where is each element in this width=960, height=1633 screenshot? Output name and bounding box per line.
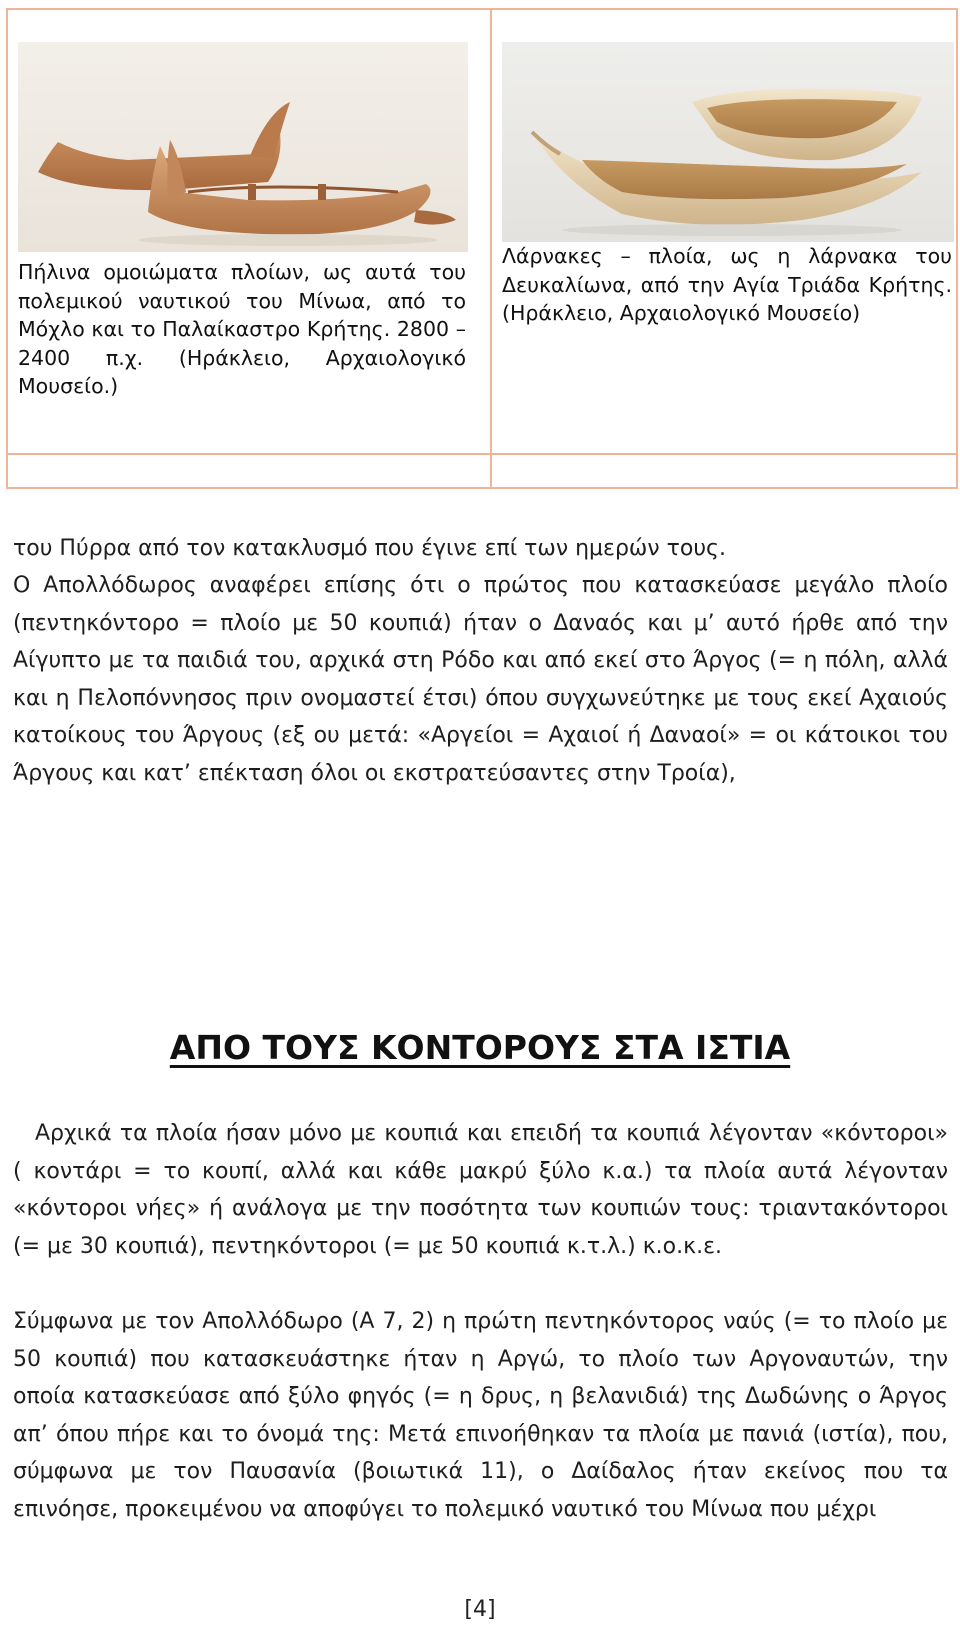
paragraph-apollodorus: Ο Απολλόδωρος αναφέρει επίσης ότι ο πρώτος που κατασκεύασε μεγάλο πλοίο (πεντηκόντορο = πλοίο με 50 κουπιά) ήταν ο Δαναός και μ’ αυτό ήρθε από την Αίγυπτο με τα παιδιά του, αρχικά στη Ρόδο και από εκεί στο Άργος (= η πόλη, αλλά και η Πελοπόννησος πριν ονομαστεί έτσι) όπου συγχωνεύτηκε με τους εκεί Αχαιούς κατοίκους του Άργους (εξ ου μετά: «Αργείοι = Αχαιοί ή Δαναοί» = οι κάτοικοι του Άργους και κατ’ επέκταση όλοι οι εκστρατεύσαντες στην Τροία), — [13, 573, 948, 786]
table-divider — [490, 455, 492, 487]
image-row — [6, 8, 958, 455]
right-caption: Λάρνακες – πλοία, ως η λάρνακα του Δευκαλίωνα, από την Αγία Τριάδα Κρήτης. (Ηράκλειο, Αρχαιολογικό Μουσείο) — [502, 244, 952, 325]
left-caption: Πήλινα ομοιώματα πλοίων, ως αυτά του πολεμικού ναυτικού του Μίνωα, από το Μόχλο και το Παλαίκαστρο Κρήτης. 2800 – 2400 π.χ. (Ηράκλειο, Αρχαιολογικό Μουσείο.) — [18, 260, 466, 398]
table-divider — [490, 10, 492, 453]
clay-boats-photo — [18, 42, 468, 252]
empty-table-row — [6, 455, 958, 489]
paragraph-continuation: του Πύρρα από τον κατακλυσμό που έγινε επί των ημερών τους. — [13, 536, 726, 561]
right-cell — [502, 10, 952, 453]
paragraph-kontoroi: Αρχικά τα πλοία ήσαν μόνο με κουπιά και επειδή τα κουπιά λέγονταν «κόντοροι» ( κοντάρι = το κουπί, αλλά και κάθε μακρύ ξύλο κ.α.) τα πλοία αυτά λέγονταν «κόντοροι νήες» ή ανάλογα με την ποσότητα των κουπιών τους: τριαντακόντοροι (= με 30 κουπιά), πεντηκόντοροι (= με 50 κουπιά κ.τ.λ.) κ.ο.κ.ε. — [13, 1121, 948, 1259]
paragraph-argo: Σύμφωνα με τον Απολλόδωρο (Α 7, 2) η πρώτη πεντηκόντορος ναύς (= το πλοίο με 50 κουπιά) που κατασκευάστηκε ήταν η Αργώ, το πλοίο των Αργοναυτών, την οποία κατασκεύασε από ξύλο φηγός (= η δρυς, η βελανιδιά) της Δωδώνης ο Άργος απ’ όπου πήρε και το όνομά της: Μετά επινοήθηκαν τα πλοία με πανιά (ιστία), που, σύμφωνα με τον Παυσανία (βοιωτικά 11), ο Δαίδαλος ήταν εκείνος που τα επινόησε, προκειμένου να αποφύγει το πολεμικό ναυτικό του Μίνωα που μέχρι — [13, 1309, 948, 1522]
left-cell — [18, 10, 474, 453]
page-number: [4] — [464, 1597, 496, 1622]
larnax-boats-photo — [502, 42, 954, 242]
section-heading: ΑΠΟ ΤΟΥΣ ΚΟΝΤΟΡΟΥΣ ΣΤΑ ΙΣΤΙΑ — [169, 1028, 791, 1067]
